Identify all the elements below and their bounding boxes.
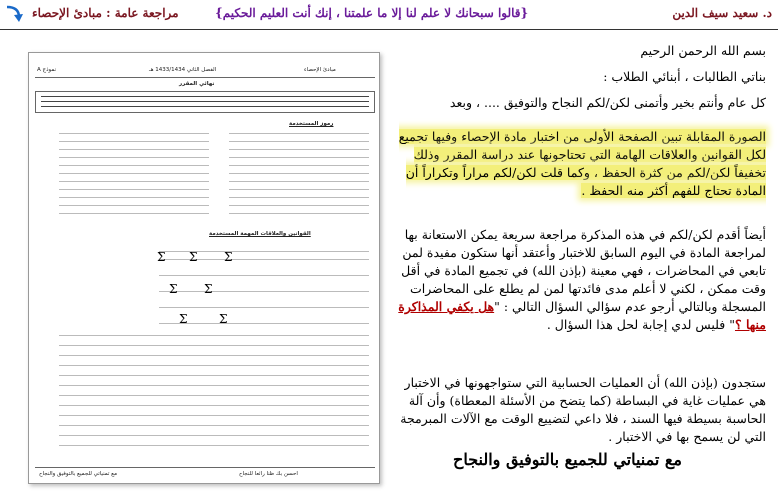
exam-sheet-image [28,52,380,484]
sheet-formulas-header: القوانين والعلاقات المهمة المستخدمة [209,231,311,237]
svg-text:Σ: Σ [189,250,198,264]
course-title: مراجعة عامة : مبادئ الإحصاء [32,6,179,20]
svg-text:Σ: Σ [219,312,228,326]
sheet-symbols-header: رموز المستخدمة [289,121,334,127]
svg-text:Σ: Σ [157,250,166,264]
page-header [0,0,778,30]
wish-line: كل عام وأنتم بخير وأتمنى لكن/لكم النجاح والتوفيق .... ، وبعد [449,95,766,110]
sheet-title: نهائي المقرر [179,81,215,87]
greeting: بناتي الطالبات ، أبنائي الطلاب : [603,69,766,84]
review-text-end: " فليس لدي إجابة لحل هذا السؤال . [546,317,735,332]
svg-text:Σ: Σ [204,282,213,296]
curved-arrow-icon [4,3,24,25]
sheet-semester: الفصل الثاني 1433/1434 هـ [149,67,217,73]
svg-text:Σ: Σ [224,250,233,264]
sheet-model: نموذج A [37,67,57,73]
sheet-footer-left: مع تمنياتي للجميع بالتوفيق والنجاح [39,471,118,477]
svg-text:Σ: Σ [169,282,178,296]
sheet-footer-right: احسن بك ظنا رائعا للنجاح [239,471,298,477]
closing-line: مع تمنياتي للجميع بالتوفيق والنجاح [452,450,682,469]
highlighted-paragraph [396,128,766,200]
author-name: د. سعيد سيف الدين [672,6,772,20]
question-highlight: هل يكفي المذاكرة منها ؟ [398,299,766,332]
review-text: أيضاً أقدم لكن/لكم في هذه المذكرة مراجعة سريعة يمكن الاستعانة بها لمراجعة المادة في اليوم السابق للاختبار وأعتقد أنها ستكون مفيدة لمن تابعي في المحاضرات ، فهي معينة (بإذن الله) في تجميع المادة في أقل وقت ممكن ، لكني لا أعلم مدى فائدتها لمن لم يطلع على المحاضرات المسجلة وبالتالي أرجو عدم سؤالي السؤال التالي : " [401,227,766,314]
highlighted-text: الصورة المقابلة تبين الصفحة الأولى من اختبار مادة الإحصاء وفيها تجميع لكل القوانين والعلاقات الهامة التي تحتاجونها عند دراسة المقرر وذلك تخفيفاً لكن/لكم من كثرة الحفظ ، وكما قلت لكن/لكم مراراً وتكراراً أن المادة تحتاج للفهم أكثر منه الحفظ . [398,129,766,198]
sheet-course-title: مبادئ الإحصاء [304,67,336,73]
calculator-paragraph: ستجدون (بإذن الله) أن العمليات الحسابية التي ستواجهونها في الاختبار هي عمليات غاية في البساطة (كما يتضح من الأسئلة المعطاة) وأن آلة الحاسبة بسيطة فيها السند ، فلا داعي لتضييع الوقت مع الآلات المبرمجة التي لن يسمح بها في الاختبار . [400,375,766,444]
review-paragraph [396,226,766,334]
formula-symbols [149,243,269,333]
basmala: بسم الله الرحمن الرحيم [640,43,766,58]
svg-text:Σ: Σ [179,312,188,326]
header-verse: {قالوا سبحانك لا علم لنا إلا ما علمتنا ، إنك أنت العليم الحكيم} [215,6,529,20]
